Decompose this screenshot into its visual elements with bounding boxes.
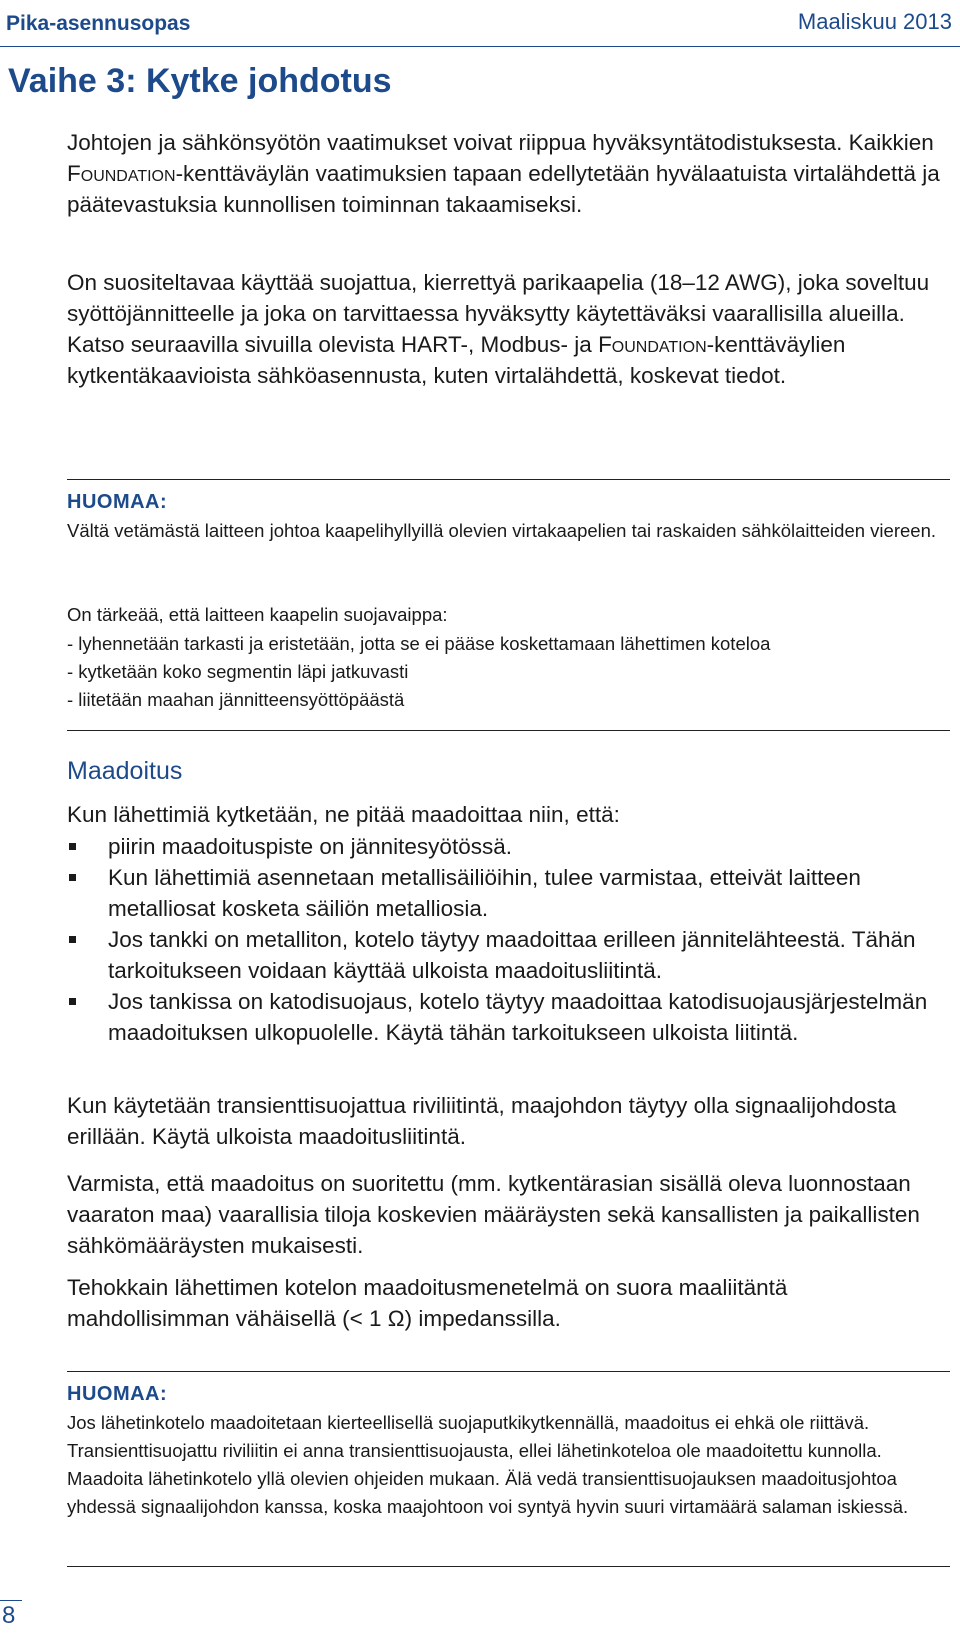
bullet-item xyxy=(67,986,947,1048)
note-divider-bottom xyxy=(67,730,950,731)
page-number: 8 xyxy=(2,1602,16,1629)
note2-label: HUOMAA: xyxy=(67,1383,168,1405)
page-header xyxy=(0,0,960,47)
intro-text-1a: Johtojen ja sähkönsyötön vaatimukset voivat riippua hyväksyntätodistuksesta. Kaikkien xyxy=(67,130,934,155)
bullet-square-icon xyxy=(69,998,76,1005)
grounding-intro: Kun lähettimiä kytketään, ne pitää maadoittaa niin, että: xyxy=(67,802,620,827)
section-heading-grounding: Maadoitus xyxy=(67,757,183,785)
intro-paragraph-1 xyxy=(67,127,947,220)
grounding-paragraph-2: Varmista, että maadoitus on suoritettu (mm. kytkentärasian sisällä oleva luonnostaan vaaraton maa) vaarallisia tiloja koskevien määräysten sekä kansallisten ja paikallisten sähkömääräysten mukaisesti. xyxy=(67,1171,920,1258)
bullet-square-icon xyxy=(69,874,76,881)
brand-foundation: Foundation xyxy=(598,332,707,357)
bullet-square-icon xyxy=(69,843,76,850)
note2-text: Jos lähetinkotelo maadoitetaan kierteellisellä suojaputkikytkennällä, maadoitus ei ehkä ole riittävä. Transienttisuojattu riviliitin ei anna transienttisuojausta, ellei lähetinkoteloa ole maadoitettu kunnolla. Maadoita lähetinkotelo yllä olevien ohjeiden mukaan. Älä vedä transienttisuojauksen maadoitusjohtoa yhdessä signaalijohdon kanssa, koska maajohtoon voi syntyä hyvin suuri virtamäärä salaman iskiessä. xyxy=(67,1412,909,1517)
grounding-bullet-list xyxy=(67,831,947,1048)
note-text: Vältä vetämästä laitteen johtoa kaapelihyllyillä olevien virtakaapelien tai raskaiden sähkölaitteiden viereen. xyxy=(67,520,936,541)
bullet-text: piirin maadoituspiste on jännitesyötössä. xyxy=(108,834,512,859)
document-title: Pika-asennusopas xyxy=(6,12,191,35)
note2-divider-top xyxy=(67,1371,950,1372)
bullet-item xyxy=(67,831,947,862)
note-list-item: - lyhennetään tarkasti ja eristetään, jotta se ei pääse koskettamaan lähettimen koteloa xyxy=(67,633,771,654)
note-list-item: - liitetään maahan jännitteensyöttöpäästä xyxy=(67,689,405,710)
grounding-paragraph-3: Tehokkain lähettimen kotelon maadoitusmenetelmä on suora maaliitäntä mahdollisimman vähäisellä (< 1 Ω) impedanssilla. xyxy=(67,1275,788,1331)
intro-text-2b: -kenttäväylien kytkentäkaavioista sähköasennusta, kuten virtalähdettä, koskevat tiedot. xyxy=(67,332,846,388)
bullet-square-icon xyxy=(69,936,76,943)
brand-foundation: Foundation xyxy=(67,161,176,186)
intro-text-1b: -kenttäväylän vaatimuksien tapaan edellytetään hyvälaatuista virtalähdettä ja päätevastuksia kunnollisen toiminnan takaamiseksi. xyxy=(67,161,940,217)
bullet-text: Kun lähettimiä asennetaan metallisäiliöihin, tulee varmistaa, etteivät laitteen metalliosat kosketa säiliön metalliosia. xyxy=(108,865,861,921)
bullet-text: Jos tankki on metalliton, kotelo täytyy maadoittaa erilleen jännitelähteestä. Tähän tarkoitukseen voidaan käyttää ulkoista maadoitusliitintä. xyxy=(108,927,916,983)
note-list-intro: On tärkeää, että laitteen kaapelin suojavaippa: xyxy=(67,604,448,625)
note-label: HUOMAA: xyxy=(67,491,168,513)
document-date: Maaliskuu 2013 xyxy=(797,9,952,34)
page-number-rule xyxy=(0,1600,22,1601)
page-title: Vaihe 3: Kytke johdotus xyxy=(8,62,392,100)
note-list-item: - kytketään koko segmentin läpi jatkuvasti xyxy=(67,661,409,682)
intro-text-2a: On suositeltavaa käyttää suojattua, kierrettyä parikaapelia (18–12 AWG), joka soveltuu syöttöjännitteelle ja joka on tarvittaessa hyväksytty käytettäväksi vaarallisilla alueilla. Katso seuraavilla sivuilla olevista HART-, Modbus- ja xyxy=(67,270,930,357)
note2-divider-bottom xyxy=(67,1566,950,1567)
bullet-item xyxy=(67,862,947,924)
grounding-paragraph-1: Kun käytetään transienttisuojattua riviliitintä, maajohdon täytyy olla signaalijohdosta erillään. Käytä ulkoista maadoitusliitintä. xyxy=(67,1093,897,1149)
intro-paragraph-2 xyxy=(67,267,947,391)
bullet-text: Jos tankissa on katodisuojaus, kotelo täytyy maadoittaa katodisuojausjärjestelmän maadoituksen ulkopuolelle. Käytä tähän tarkoitukseen ulkoista liitintä. xyxy=(108,989,928,1045)
note-divider-top xyxy=(67,479,950,480)
bullet-item xyxy=(67,924,947,986)
